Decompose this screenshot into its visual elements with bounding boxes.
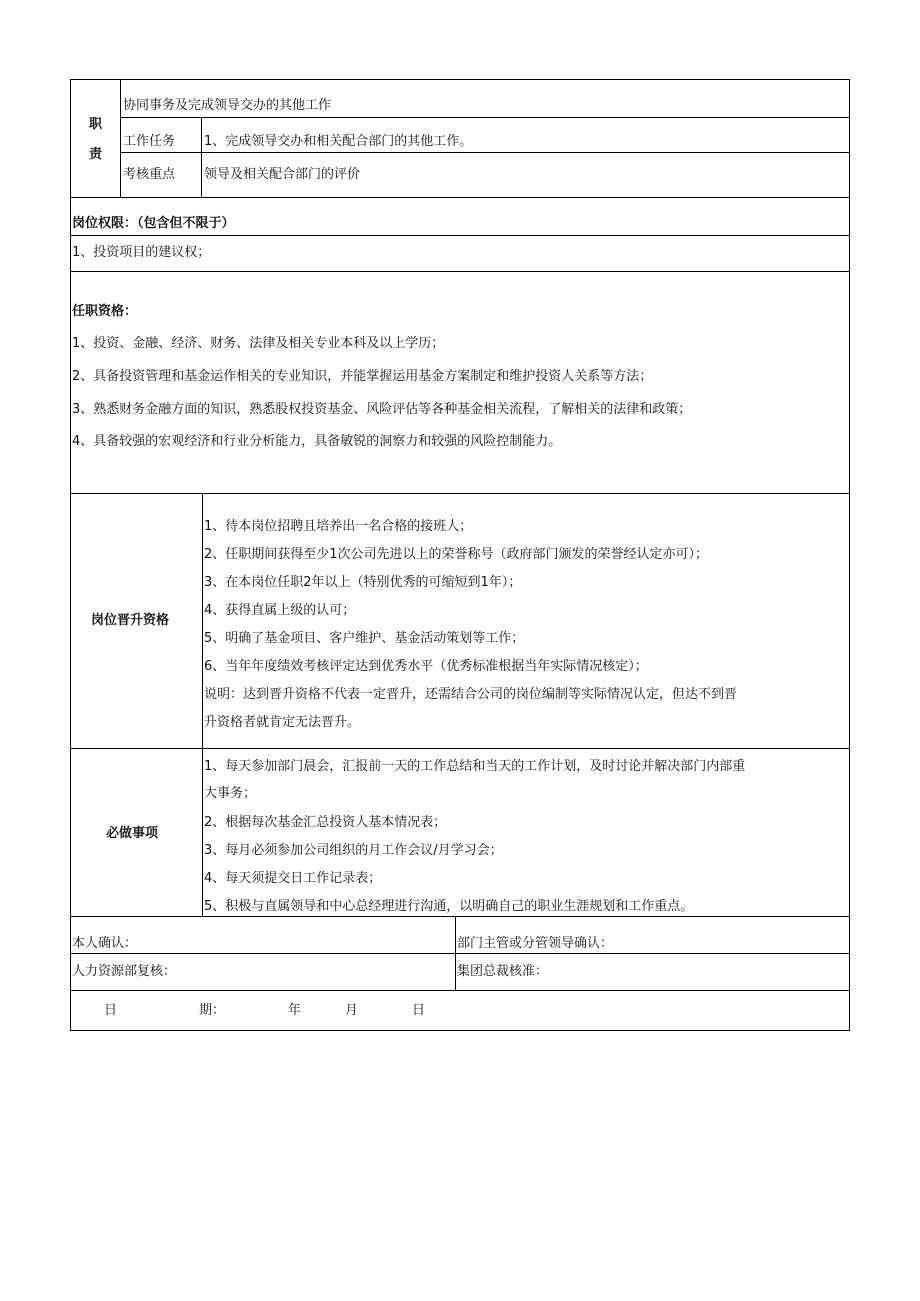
self-confirm-label: 本人确认：: [72, 936, 138, 951]
promotion-item: 3、在本岗位任职2年以上（特别优秀的可缩短到1年）；: [204, 575, 522, 590]
task-label: 工作任务: [123, 134, 176, 149]
promotion-item: 2、任职期间获得至少1次公司先进以上的荣誉称号（政府部门颁发的荣誉经认定亦可）；: [204, 547, 709, 562]
must-do-item: 2、根据每次基金汇总投资人基本情况表；: [204, 815, 447, 830]
row-divider: [71, 990, 850, 991]
promotion-item: 4、获得直属上级的认可；: [204, 603, 356, 618]
authority-title: 岗位权限：（包含但不限于）: [72, 216, 235, 231]
ceo-approve-label: 集团总裁核准：: [457, 964, 549, 979]
row-divider: [121, 117, 850, 118]
col-divider: [455, 916, 456, 990]
authority-item: 1、投资项目的建议权；: [72, 245, 211, 260]
assess-value: 领导及相关配合部门的评价: [204, 167, 361, 182]
promotion-item: 5、明确了基金项目、客户维护、基金活动策划等工作；: [204, 631, 525, 646]
row-divider: [71, 748, 850, 749]
date-label-part-1: 日: [104, 1003, 118, 1018]
hr-review-label: 人力资源部复核：: [72, 964, 177, 979]
duty-label-1: 职: [89, 117, 103, 132]
task-value: 1、完成领导交办和相关配合部门的其他工作。: [204, 134, 473, 149]
row-divider: [121, 152, 850, 153]
promotion-item: 1、待本岗位招聘且培养出一名合格的接班人；: [204, 519, 473, 534]
qualification-item: 3、熟悉财务金融方面的知识，熟悉股权投资基金、风险评估等各种基金相关流程，了解相关的法律和政策；: [72, 402, 692, 417]
row-divider: [71, 493, 850, 494]
row-divider: [71, 235, 850, 236]
must-do-item: 4、每天须提交日工作记录表；: [204, 871, 382, 886]
assess-label: 考核重点: [123, 167, 176, 182]
must-do-item: 1、每天参加部门晨会，汇报前一天的工作总结和当天的工作计划，及时讨论并解决部门内部重: [204, 759, 746, 774]
row-divider: [71, 271, 850, 272]
promotion-label: 岗位晋升资格: [91, 613, 170, 628]
month-label: 月: [345, 1003, 359, 1018]
date-label-part-2: 期：: [199, 1003, 226, 1018]
duty-row-text: 协同事务及完成领导交办的其他工作: [123, 98, 332, 113]
must-do-item: 3、每月必须参加公司组织的月工作会议/月学习会；: [204, 843, 503, 858]
dept-confirm-label: 部门主管或分管领导确认：: [457, 936, 614, 951]
day-label: 日: [412, 1003, 426, 1018]
qualification-item: 1、投资、金融、经济、财务、法律及相关专业本科及以上学历；: [72, 336, 445, 351]
job-description-table: [70, 79, 850, 1031]
duty-label-2: 责: [89, 147, 103, 162]
year-label: 年: [288, 1003, 302, 1018]
col-divider: [120, 80, 121, 197]
qualification-title: 任职资格：: [72, 304, 138, 319]
promotion-note: 说明：达到晋升资格不代表一定晋升，还需结合公司的岗位编制等实际情况认定，但达不到晋: [204, 687, 738, 702]
must-do-label: 必做事项: [106, 826, 159, 841]
qualification-item: 4、具备较强的宏观经济和行业分析能力，具备敏锐的洞察力和较强的风险控制能力。: [72, 434, 562, 449]
must-do-item: 5、积极与直属领导和中心总经理进行沟通，以明确自己的职业生涯规划和工作重点。: [204, 899, 694, 914]
promotion-note: 升资格者就肯定无法晋升。: [204, 715, 361, 730]
must-do-item: 大事务；: [204, 786, 257, 801]
row-divider: [71, 197, 850, 198]
row-divider: [71, 916, 850, 917]
promotion-item: 6、当年年度绩效考核评定达到优秀水平（优秀标准根据当年实际情况核定）；: [204, 659, 648, 674]
row-divider: [71, 953, 850, 954]
qualification-item: 2、具备投资管理和基金运作相关的专业知识，并能掌握运用基金方案制定和维护投资人关系等方法；: [72, 369, 653, 384]
col-divider: [202, 493, 203, 916]
col-divider: [201, 117, 202, 197]
